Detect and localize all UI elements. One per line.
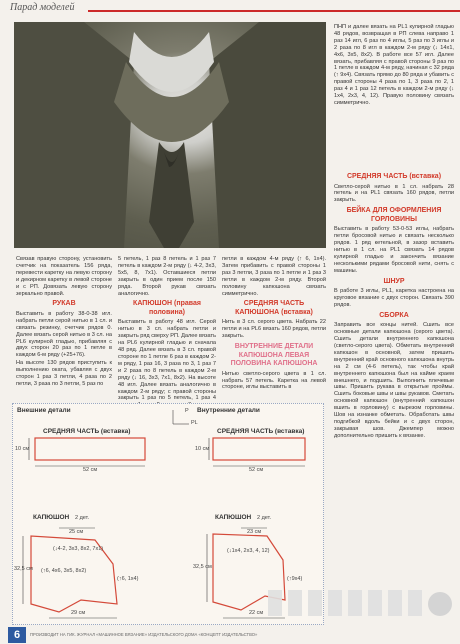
inner-hood-text: Нитью светло-серого цвета в 1 сл. набрать 57 петель. Каретка на левой стороне, иглы выставить в bbox=[222, 370, 326, 391]
mid-inner-height: 10 см bbox=[195, 446, 210, 452]
mid-outer-width: 52 см bbox=[83, 467, 98, 473]
header-rule bbox=[88, 10, 460, 12]
hood-inner-top: 23 см bbox=[247, 529, 262, 535]
text-column-right bbox=[222, 256, 326, 392]
hood-inner-side: 32,5 см bbox=[193, 564, 212, 570]
outer-parts-label: Внешние детали bbox=[17, 407, 71, 414]
footer-credits: ПРОИЗВОДИТ НА ГИК. ЖУРНАЛ «МАШИННОЕ ВЯЗАНИЕ» ИЗДАТЕЛЬСКОГО ДОМА «КОНЦЕПТ ИЗДАТЕЛЬСТВО» bbox=[30, 632, 258, 637]
page-number: 6 bbox=[8, 627, 26, 643]
middle-part-heading: СРЕДНЯЯ ЧАСТЬ (вставка) bbox=[346, 173, 442, 180]
hood-outer-side: 32,5 см bbox=[14, 566, 33, 572]
section-title: Парад моделей bbox=[10, 2, 75, 13]
hood-right-text: Выставить в работу 48 игл. Серой нитью в 3 сл. набрать петли и закрыть ряд сверху РП. Далее вязать на PL6 кулирной гладью и сначала 48 ряд. Далее вязать в 3 сл. правой стороне по 1 петле 6 раз в каждом 2-м ряду, 1 раз 16, 3 раза по 3, 1 раз 7 и 2 раза по 8 петель в каждом 2-м ряду (↓ 16, 3x3, 7x1, 8x2). На высоте 48 игл. Далее вязать аналогично в каждом 2-м ряду; с правой стороны закрыть 1 раз по 5 петель, 1 раз 4 bbox=[118, 319, 216, 402]
text-column-far-right bbox=[334, 170, 454, 441]
text-column-middle bbox=[118, 256, 216, 417]
hood-outer-top: 25 см bbox=[69, 529, 84, 535]
sweater-photo bbox=[14, 22, 326, 248]
hood-outer-title: КАПЮШОН bbox=[33, 514, 70, 521]
sleeve-text-2: На высоте 130 рядов приступить к выполнению оката, убавляя с двух сторон 1 раз 3 петли, 4 раза по 2 петли, 3 раза по 3 петли, 5 раз по bbox=[16, 360, 112, 387]
hood-inner-bottom: 22 см bbox=[249, 610, 264, 616]
page-header bbox=[0, 0, 460, 18]
hood-inner-formula-1: (↓1x4, 2x3, 4, 12) bbox=[227, 548, 270, 554]
mid-outer-title: СРЕДНЯЯ ЧАСТЬ (вставка) bbox=[43, 428, 131, 435]
mid-inner-width: 52 см bbox=[249, 467, 264, 473]
inner-hood-heading: ВНУТРЕННИЕ ДЕТАЛИ КАПЮШОНА ЛЕВАЯ ПОЛОВИНА КАПЮШОНА bbox=[230, 343, 318, 368]
watermark-logo bbox=[268, 586, 456, 620]
text-column-left bbox=[16, 256, 112, 389]
sleeve-text-1: Выставить в работу 38-0-38 игл. набрать петли серой нитью в 1 сл. и связать резинку, счетчик рядов 0. Далее вязать серой нитью в 3 сл. на PL6 кулирной гладью, прибавляя с двух сторон 20 раз по 1 петле в каждом 6-м ряду (+25+76). bbox=[16, 310, 112, 359]
assembly-heading: СБОРКА bbox=[379, 311, 409, 319]
inner-parts-label: Внутренние детали bbox=[197, 407, 260, 414]
text-column-far-right-top bbox=[334, 24, 454, 108]
bayka-heading: БЕЙКА ДЛЯ ОФОРМЛЕНИЯ ГОРЛОВИНЫ bbox=[346, 207, 442, 223]
pl-axis-label: PL bbox=[191, 420, 198, 426]
hood-inner-formula-2: (↑9x4) bbox=[287, 576, 303, 582]
page-footer bbox=[0, 626, 460, 644]
mid-outer-height: 10 см bbox=[15, 446, 30, 452]
hood-inner-note: 2 дет. bbox=[257, 515, 272, 521]
middle-part-text: Светло-серой нитью в 1 сл. набрать 28 петель и на PL1 связать 160 рядов, петли закрыть. bbox=[334, 183, 454, 204]
sleeve-continued-text: 5 петель, 1 раз 8 петель и 1 раз 7 петель в каждом 2-м ряду (↓ 4-2, 3x3, 5x5, 8, 7x1). Оставшиеся петли закрыть в один прием после 150 ряда. Второй рукав связать аналогично. bbox=[118, 256, 216, 297]
hood-outer-formula-2: (↑6, 4x6, 3x5, 8x2) bbox=[41, 568, 87, 574]
photo-illustration bbox=[14, 22, 326, 248]
hood-outer-formula-3: (↑6, 1x4) bbox=[117, 576, 139, 582]
bayka-text: Выставить в работу 53-0-53 иглы, набрать петли бросовой нитью и связать несколько рядов. 1 ряд кетельной, в зазор вставить нитью в 1 сл. на PL1 связать 14 рядов кулирной гладью и закончить вязание несколькими рядами бросовой нити, снять с машины. bbox=[334, 226, 454, 274]
assembly-text: Заправить все концы нитей. Сшить все основные детали капюшона (серого цвета). Сшить детали внутреннего капюшона (светло-серого цвета). Обметать внутренний капюшон в основной, затем пришить внутренний край основного капюшона внутрь на 2 см (4-6 петель), так чтобы край внутреннего капюшона был на кайме краем внешнего, и подшить. Выполнить плечевые швы. Пришить рукава в открытые проймы. Сшить боковые швы и швы рукавов. Сметать основной капюшон (внутренний капюшон вшить в горловину) с вырезом горловины. Шов на изнанке обметать. Обработать швы подгибкой вдоль бейки и с двух сторон, закрывая шов. Джемпер можно дополнительно пришить к вязанке. bbox=[334, 322, 454, 439]
mid-inner-title: СРЕДНЯЯ ЧАСТЬ (вставка) bbox=[217, 428, 305, 435]
cord-heading: ШНУР bbox=[383, 277, 405, 285]
hood-middle-heading: СРЕДНЯЯ ЧАСТЬ КАПЮШОНА (вставка) bbox=[235, 300, 313, 316]
sleeve-heading: РУКАВ bbox=[52, 300, 76, 308]
hood-right-heading: КАПЮШОН (правая половина) bbox=[133, 300, 201, 316]
cord-text: В работе 3 иглы, PL1, каретка настроена на круговое вязание с двух сторон. Связать 390 рядов. bbox=[334, 288, 454, 308]
hood-inner-title: КАПЮШОН bbox=[215, 514, 252, 521]
hood-continued-text: петли в каждом 4-м ряду (↑ 6, 1x4). Затем прибавить с правой стороны 1 раз 3 петли, 3 раза по 1 петле и 1 раз 3 петли в каждом 2-м ряду. Второй половину капюшона связать симметрично. bbox=[222, 256, 326, 297]
hood-outer-note: 2 дет. bbox=[75, 515, 90, 521]
inner-hood-continued-text: ПНП и далее вязать на PL1 кулирной гладью 48 рядов, возвращая в РП слева направо 1 раз 14 игл, 6 раз по 4 иглы, 5 раз по 3 иглы и 2 раза по 8 игл в каждом 2-м ряду (↓ 14x1, 4x6, 3x5, 8x2). В работе все 57 игл. Далее вязать, прибавляя с правой стороны 9 раз по 1 петле в каждом 4-м ряду, начиная с 32 ряда (↑ 9x4). Связать прямо до 80 ряда и убавить с правой стороны 4 раза по 1, 3 раза по 2, 1 раз 4 и 1 раз 12 петель в каждом 2-м ряду (↓ 1x4, 2x3, 4, 12). Правую половину связать симметрично. bbox=[334, 24, 454, 106]
hood-outer-formula-1: (↓4-2, 3x3, 8x2, 7x1) bbox=[53, 546, 104, 552]
hood-outer-bottom: 29 см bbox=[71, 610, 86, 616]
row-axis-label: P bbox=[185, 408, 189, 414]
hood-middle-text: Нить в 3 сл. серого цвета. Набрать 22 петли и на PL6 вязать 160 рядов, петли закрыть. bbox=[222, 319, 326, 340]
back-text: Связав правую сторону, установить счетчик на показатель 156 ряда, перевести каретку на левую сторону и декирном каретку в левой стороне и с РП. Довязать левую сторону зеркально правой. bbox=[16, 256, 112, 297]
